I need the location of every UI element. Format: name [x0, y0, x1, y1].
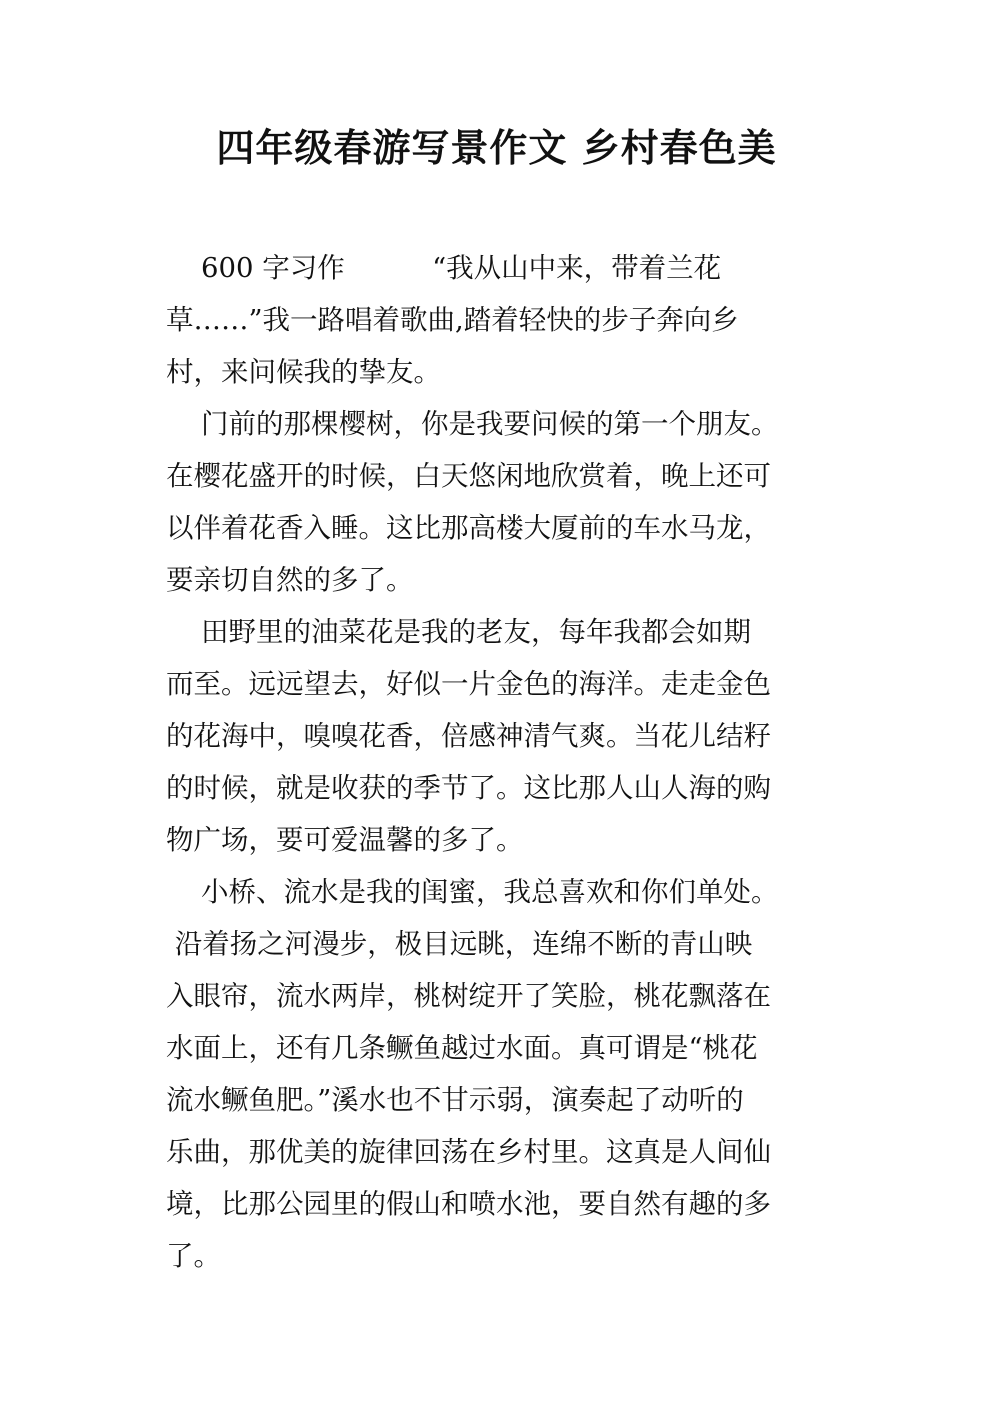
text-line: 在樱花盛开的时候，白天悠闲地欣赏着，晚上还可: [166, 460, 771, 492]
page-title: 四年级春游写景作文 乡村春色美: [216, 126, 777, 170]
text-line: 的时候，就是收获的季节了。这比那人山人海的购: [166, 772, 771, 804]
text-line: 流水鳜鱼肥。”溪水也不甘示弱，演奏起了动听的: [166, 1084, 744, 1116]
text-line: 而至。远远望去，好似一片金色的海洋。走走金色: [166, 668, 771, 700]
text-line: 要亲切自然的多了。: [166, 564, 414, 596]
text-line: 村，来问候我的挚友。: [166, 356, 441, 388]
text-line: 草……”我一路唱着歌曲,踏着轻快的步子奔向乡: [166, 304, 739, 336]
text-line: 门前的那棵樱树，你是我要问候的第一个朋友。: [166, 408, 779, 440]
text-line: 了。: [166, 1240, 221, 1272]
text-line: 以伴着花香入睡。这比那高楼大厦前的车水马龙，: [166, 512, 771, 544]
text-line: 境，比那公园里的假山和喷水池，要自然有趣的多: [166, 1188, 771, 1220]
text-line: 入眼帘，流水两岸，桃树绽开了笑脸，桃花飘落在: [166, 980, 771, 1012]
text-line: 乐曲，那优美的旋律回荡在乡村里。这真是人间仙: [166, 1136, 771, 1168]
text-line: 田野里的油菜花是我的老友，每年我都会如期: [166, 616, 751, 648]
text-line: 的花海中，嗅嗅花香，倍感神清气爽。当花儿结籽: [166, 720, 771, 752]
text-line: 600 字习作 “我从山中来，带着兰花: [166, 252, 722, 284]
text-line: 沿着扬之河漫步，极目远眺，连绵不断的青山映: [166, 928, 753, 960]
text-line: 水面上，还有几条鳜鱼越过水面。真可谓是“桃花: [166, 1032, 758, 1064]
text-line: 小桥、流水是我的闺蜜，我总喜欢和你们单处。: [166, 876, 779, 908]
text-line: 物广场，要可爱温馨的多了。: [166, 824, 524, 856]
